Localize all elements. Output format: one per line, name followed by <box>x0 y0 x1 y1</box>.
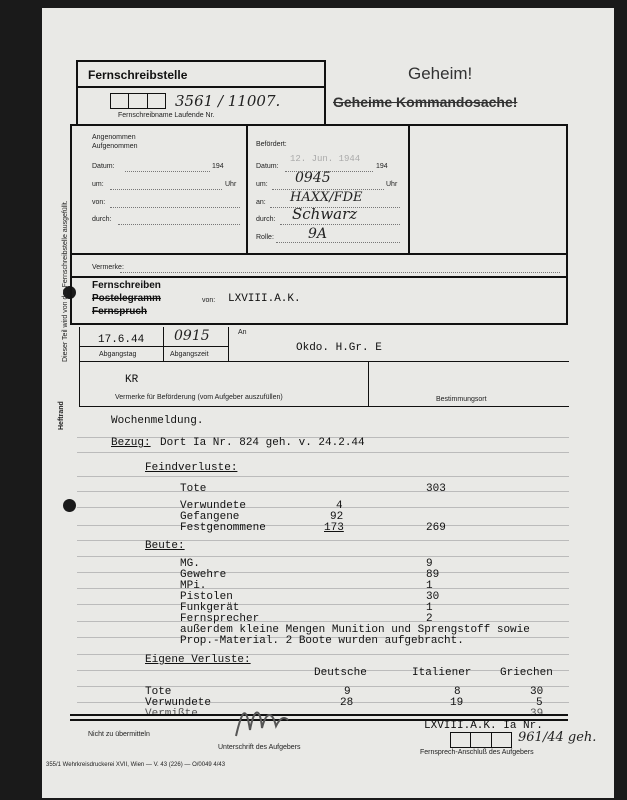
received-time-unit: Uhr <box>225 181 237 188</box>
signature-scribble-icon <box>232 700 292 740</box>
forwarded-date-label: Datum: <box>256 163 279 170</box>
enemy-prisoners-value: 92 <box>330 511 344 523</box>
routing-label: Vermerke für Beförderung (vom Aufgeber auszufüllen) <box>115 394 283 401</box>
booty-value: 89 <box>426 569 440 581</box>
received-date-label: Datum: <box>92 163 115 170</box>
own-wounded-greek: 5 <box>536 697 543 709</box>
received-from-label: von: <box>92 199 106 206</box>
sender-number: 961/44 geh. <box>518 730 597 745</box>
booty-label: MPi. <box>180 580 207 592</box>
side-note: Dieser Teil wird von der Fernschreibstelle ausgefüllt. <box>62 200 69 362</box>
forwarded-role: 9A <box>308 226 328 242</box>
running-number: 3561 / 11007. <box>175 92 281 110</box>
own-dead-label: Tote <box>145 686 172 698</box>
report-title: Wochenmeldung. <box>111 415 204 427</box>
own-dead-greek: 30 <box>530 686 544 698</box>
office-title: Fernschreibstelle <box>88 68 188 82</box>
notes-label: Vermerke: <box>92 264 124 271</box>
running-number-label: Fernschreibname Laufende Nr. <box>118 112 215 119</box>
enemy-dead-total: 303 <box>426 483 446 495</box>
number-boxes <box>110 93 166 109</box>
enemy-wounded-value: 4 <box>336 500 343 512</box>
forwarded-year: 194 <box>376 163 388 170</box>
booty-label: Gewehre <box>180 569 227 581</box>
booty-label: Pistolen <box>180 591 233 603</box>
booty-label: Fernsprecher <box>180 613 260 625</box>
booty-heading: Beute: <box>145 540 185 552</box>
col-german: Deutsche <box>314 667 367 679</box>
booty-note-2: Prop.-Material. 2 Boote wurden aufgebracht. <box>180 635 464 647</box>
enemy-arrested-value: 173 <box>324 522 344 534</box>
own-wounded-italian: 19 <box>450 697 464 709</box>
booty-value: 30 <box>426 591 440 603</box>
own-dead-italian: 8 <box>454 686 461 698</box>
received-year: 194 <box>212 163 224 170</box>
reference-text: Dort Ia Nr. 824 geh. v. 24.2.44 <box>160 437 365 449</box>
side-margin-label: Heftrand <box>58 401 65 430</box>
type-telegram: Postelegramm <box>92 293 161 304</box>
booty-value: 9 <box>426 558 433 570</box>
dispatch-to-label: An <box>238 329 247 336</box>
booty-value: 2 <box>426 613 433 625</box>
enemy-losses-heading: Feindverluste: <box>145 462 238 474</box>
type-from-value: LXVIII.A.K. <box>228 293 301 305</box>
signature <box>232 700 292 747</box>
dispatch-time: 0915 <box>174 328 210 344</box>
forwarded-time-unit: Uhr <box>386 181 398 188</box>
enemy-arrested-label: Festgenommene <box>180 522 266 534</box>
phone-boxes <box>450 732 512 748</box>
struck-classification: Geheime Kommandosache! <box>333 94 518 110</box>
enemy-prisoners-label: Gefangene <box>180 511 240 523</box>
type-from-label: von: <box>202 297 216 304</box>
type-telex: Fernschreiben <box>92 280 161 291</box>
classification: Geheim! <box>408 64 473 83</box>
enemy-dead-label: Tote <box>180 483 207 495</box>
printer-imprint: 355/1 Wehrkreisdruckerei XVII, Wien — V. 43 (226) — O/0049 4/43 <box>46 762 226 768</box>
dispatch-recipient: Okdo. H.Gr. E <box>296 342 382 354</box>
phone-label: Fernsprech-Anschluß des Aufgebers <box>420 749 534 756</box>
booty-value: 1 <box>426 602 433 614</box>
enemy-arrested-total: 269 <box>426 522 446 534</box>
forwarded-by-label: durch: <box>256 216 276 223</box>
type-phone-message: Fernspruch <box>92 306 148 317</box>
received-time-label: um: <box>92 181 104 188</box>
priority-kr: KR <box>125 374 139 386</box>
forwarded-role-label: Rolle: <box>256 234 274 241</box>
forwarded-time-label: um: <box>256 181 268 188</box>
reference-label: Bezug: <box>111 437 151 449</box>
signature-label: Unterschrift des Aufgebers <box>218 744 301 751</box>
own-losses-heading: Eigene Verluste: <box>145 654 251 666</box>
booty-label: MG. <box>180 558 200 570</box>
destination-label: Bestimmungsort <box>436 396 487 403</box>
col-italian: Italiener <box>412 667 472 679</box>
received-title: Angenommen <box>92 134 136 141</box>
dispatch-time-label: Abgangszeit <box>170 351 209 358</box>
booty-value: 1 <box>426 580 433 592</box>
received-by-label: durch: <box>92 216 112 223</box>
own-wounded-german: 28 <box>340 697 354 709</box>
received-title-2: Aufgenommen <box>92 143 138 150</box>
forwarded-date-stamp: 12. Jun. 1944 <box>290 154 361 164</box>
forwarded-time: 0945 <box>295 170 331 186</box>
own-dead-german: 9 <box>344 686 351 698</box>
booty-note-1: außerdem kleine Mengen Munition und Sprengstoff sowie <box>180 624 530 636</box>
not-transmit-label: Nicht zu übermitteln <box>88 731 150 738</box>
dispatch-date-label: Abgangstag <box>99 351 137 358</box>
forwarded-to-label: an: <box>256 199 266 206</box>
sender-unit: LXVIII.A.K. Ia Nr. <box>424 720 543 732</box>
punch-hole <box>63 499 76 512</box>
enemy-wounded-label: Verwundete <box>180 500 247 512</box>
dispatch-date: 17.6.44 <box>98 334 145 346</box>
forwarded-title: Befördert: <box>256 141 287 148</box>
own-wounded-label: Verwundete <box>145 697 212 709</box>
forwarded-by-signature: Schwarz <box>292 205 358 223</box>
booty-label: Funkgerät <box>180 602 240 614</box>
col-greek: Griechen <box>500 667 553 679</box>
forwarded-to: HAXX/FDE <box>290 190 363 205</box>
